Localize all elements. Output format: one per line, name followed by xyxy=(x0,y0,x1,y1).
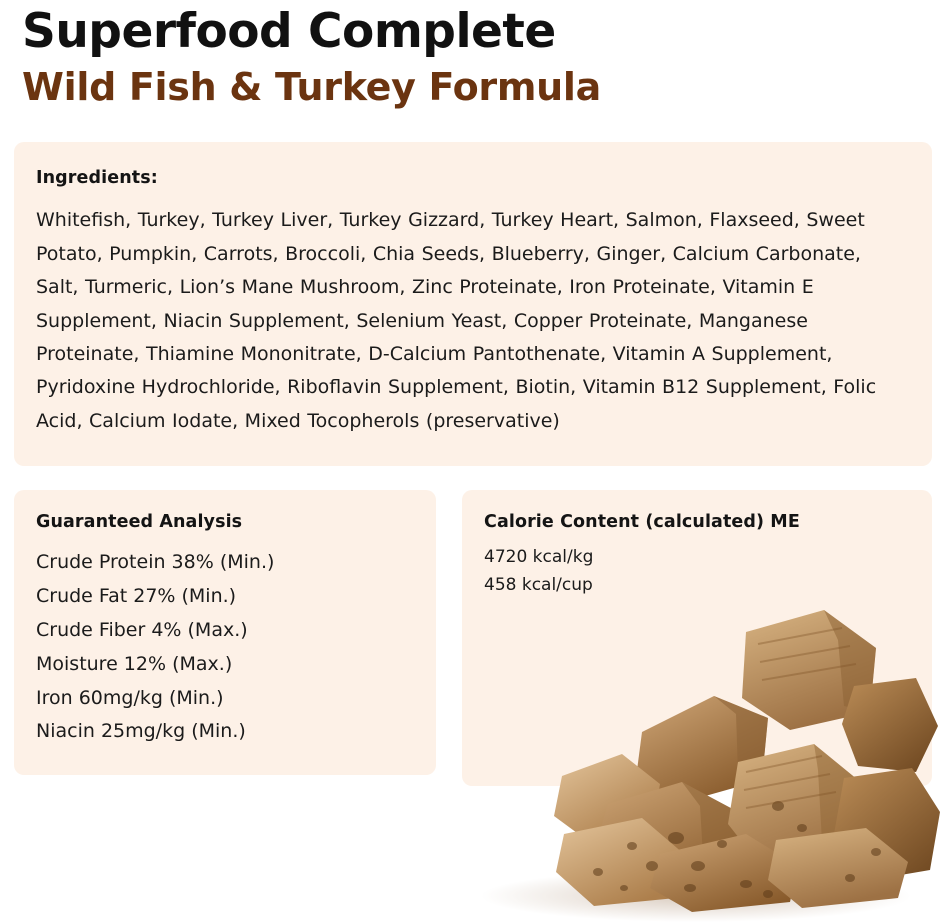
list-item: 458 kcal/cup xyxy=(484,574,593,595)
calorie-content-heading: Calorie Content (calculated) ME xyxy=(484,512,800,533)
list-item: Iron 60mg/kg (Min.) xyxy=(36,686,224,709)
list-item: Moisture 12% (Max.) xyxy=(36,652,233,675)
page-title: Superfood Complete xyxy=(22,4,556,59)
guaranteed-analysis-panel xyxy=(14,490,436,775)
page-subtitle: Wild Fish & Turkey Formula xyxy=(22,64,601,109)
page-header xyxy=(14,0,932,110)
list-item: 4720 kcal/kg xyxy=(484,547,594,568)
calorie-content-panel xyxy=(462,490,932,786)
bottom-row xyxy=(14,490,932,786)
list-item: Crude Fat 27% (Min.) xyxy=(36,585,237,608)
ingredients-heading: Ingredients: xyxy=(36,168,158,189)
ingredients-text: Whitefish, Turkey, Turkey Liver, Turkey Gizzard, Turkey Heart, Salmon, Flaxseed, Sweet Potato, Pumpkin, Carrots, Broccoli, Chia Seeds, Blueberry, Ginger, Calcium Carbonate, Salt, Turmeric, Lion’s Mane Mushroom, Zinc Proteinate, Iron Proteinate, Vitamin E Supplement, Niacin Supplement, Selenium Yeast, Copper Proteinate, Manganese Proteinate, Thiamine Mononitrate, D-Calcium Pantothenate, Vitamin A Supplement, Pyridoxine Hydrochloride, Riboflavin Supplement, Biotin, Vitamin B12 Supplement, Folic Acid, Calcium Iodate, Mixed Tocopherols (preservative) xyxy=(36,209,877,432)
guaranteed-analysis-heading: Guaranteed Analysis xyxy=(36,512,243,533)
calorie-content-list xyxy=(484,544,908,599)
ingredients-panel xyxy=(14,142,932,466)
list-item: Crude Protein 38% (Min.) xyxy=(36,551,275,574)
list-item: Crude Fiber 4% (Max.) xyxy=(36,618,248,641)
list-item: Niacin 25mg/kg (Min.) xyxy=(36,720,246,743)
guaranteed-analysis-list xyxy=(36,546,412,749)
